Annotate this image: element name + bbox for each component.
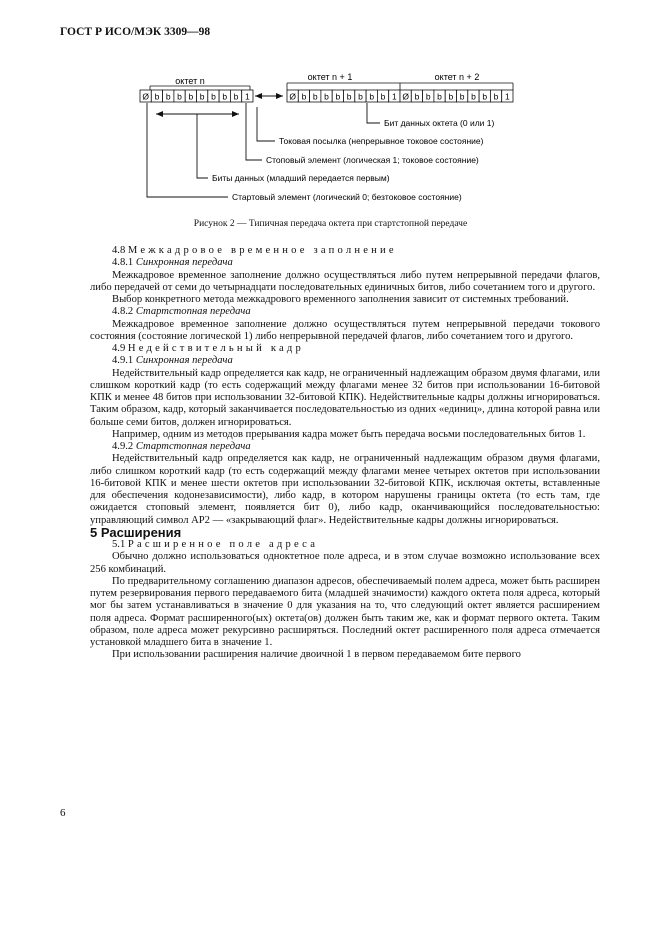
paragraph: Обычно должно использоваться одноктетное поле адреса, и в этом случае возможно использование всех 256 комбинаций. (90, 551, 600, 575)
bit-value: b (414, 91, 420, 102)
paragraph: Недействительный кадр определяется как кадр, не ограниченный надлежащим образом двумя флагами, или слишком короткий кадр (то есть содержащий между флагами менее 32 битов при использовании 16-битовой КПК и менее 48 битов при использовании 32-битовой КПК). Недействительные кадры должны игнорироваться. Таким образом, кадр, который заканчивается последовательностью из одних «единиц», длина которой равна или больше семи битов, должен игнорироваться. (90, 367, 600, 428)
paragraph: По предварительному соглашению диапазон адресов, обеспечиваемый полем адреса, может быть расширен путем резервирования первого передаваемого бита (младшей значимости) каждого октета поля адреса, который мог бы затем устанавливаться в значение 0 для указания на то, что следующий октет является расширением поля адреса. Формат расширенного(ых) октета(ов) должен быть таким же, как и формат первого октета. Таким образом, поле адреса может рекурсивно расширяться. Последний октет расширенного поля адреса отмечается установкой младшего бита в значение 1. (90, 575, 600, 648)
bit-value: 1 (504, 91, 510, 102)
octet-label-n1: октет n + 1 (307, 72, 353, 82)
paragraph: Межкадровое временное заполнение должно осуществляться путем непрерывной передачи токового состояния (состояние логической 1) либо непрерывной передачей флагов, либо сочетанием того и другого. (90, 318, 600, 342)
bit-value: b (312, 91, 318, 102)
page-header: ГОСТ Р ИСО/МЭК 3309—98 (60, 26, 211, 38)
bit-value: b (493, 91, 499, 102)
section-4-8-heading: 4.8 Межкадровое временное заполнение (112, 245, 397, 256)
paragraph: Выбор конкретного метода межкадрового временного заполнения зависит от системных требований. (112, 294, 569, 305)
callout-mark-line (257, 107, 275, 141)
paragraph: Межкадровое временное заполнение должно осуществляться либо путем непрерывной передачи флагов, либо передачей от семи до четырнадцати последовательных единичных битов, либо сочетанием того и другого. (90, 269, 600, 293)
section-4-9-1-heading: 4.9.1 Синхронная передача (112, 355, 233, 367)
section-4-8-1-heading: 4.8.1 Синхронная передача (112, 257, 233, 269)
bit-value: b (482, 91, 488, 102)
paragraph: Недействительный кадр определяется как кадр, не ограниченный надлежащим образом двумя флагами, либо слишком короткий кадр (то есть содержащий между флагами менее четырех октетов при использовании 16-битовой КПК и менее шести октетов при использовании 32-битовой КПК, исключая октеты, вставленные для обеспечения кодонезависимости), либо кадр, в котором нарушены границы октета (то есть там, где ожидается стоповый элемент, появляется бит 0), либо кадр, оканчивающийся последовательностью: управляющий символ АР2 — «закрывающий флаг». Недействительные кадры должны игнорироваться. (90, 453, 600, 526)
octet-n2-bits (400, 90, 513, 102)
bit-value: b (324, 91, 329, 102)
bit-value: Ø (142, 91, 149, 102)
section-4-9-2-heading: 4.9.2 Стартстопная передача (112, 441, 251, 452)
callout-data-bits: Биты данных (младший передается первым) (212, 173, 390, 183)
callout-stop: Стоповый элемент (логическая 1; токовое состояние) (266, 155, 479, 165)
bit-value: 1 (391, 91, 397, 102)
callout-start: Стартовый элемент (логический 0; безтоковое состояние) (232, 192, 462, 202)
callout-mark: Токовая посылка (непрерывное токовое состояние) (279, 136, 484, 146)
bit-value: b (437, 91, 442, 102)
document-body (90, 245, 600, 662)
bit-value: b (301, 91, 307, 102)
bit-value: b (233, 91, 239, 102)
octet-label-n2: октет n + 2 (434, 72, 480, 82)
bit-value: b (471, 91, 476, 102)
callout-stop-line (246, 103, 262, 160)
bit-value: 1 (244, 91, 250, 102)
bit-value: Ø (402, 91, 409, 102)
bit-value: b (222, 91, 228, 102)
bit-value: b (358, 91, 363, 102)
bit-value: b (448, 91, 454, 102)
octet-transmission-figure (0, 60, 661, 220)
bit-value: b (380, 91, 386, 102)
paragraph: При использовании расширения наличие двоичной 1 в первом передаваемом бите первого (112, 649, 521, 661)
bit-value: b (177, 91, 182, 102)
bit-value: b (369, 91, 375, 102)
bit-value: b (165, 91, 171, 102)
figure-caption: Рисунок 2 — Типичная передача октета при стартстопной передаче (193, 219, 468, 229)
callout-data-bit-line (367, 103, 380, 123)
octet-label-n: октет n (175, 76, 205, 86)
bit-value: b (211, 91, 216, 102)
callout-data-bits-line (197, 114, 208, 178)
octet-n1-bits (287, 90, 400, 102)
bit-value: b (154, 91, 160, 102)
bit-value: Ø (289, 91, 296, 102)
paragraph: Например, одним из методов прерывания кадра может быть передача восьми последовательных битов 1. (112, 428, 586, 440)
octet-n-bits (140, 90, 253, 102)
section-4-8-2-heading: 4.8.2 Стартстопная передача (112, 306, 251, 318)
callout-data-bit: Бит данных октета (0 или 1) (384, 118, 495, 128)
bit-value: b (425, 91, 431, 102)
bit-value: b (346, 91, 352, 102)
bit-value: b (188, 91, 194, 102)
bit-value: b (335, 91, 341, 102)
section-5-heading: 5 Расширения (90, 524, 182, 540)
page-number: 6 (60, 807, 66, 819)
bit-value: b (199, 91, 205, 102)
bit-value: b (459, 91, 465, 102)
section-5-1-heading: 5.1 Расширенное поле адреса (112, 539, 319, 550)
section-4-9-heading: 4.9 Недействительный кадр (112, 343, 305, 354)
